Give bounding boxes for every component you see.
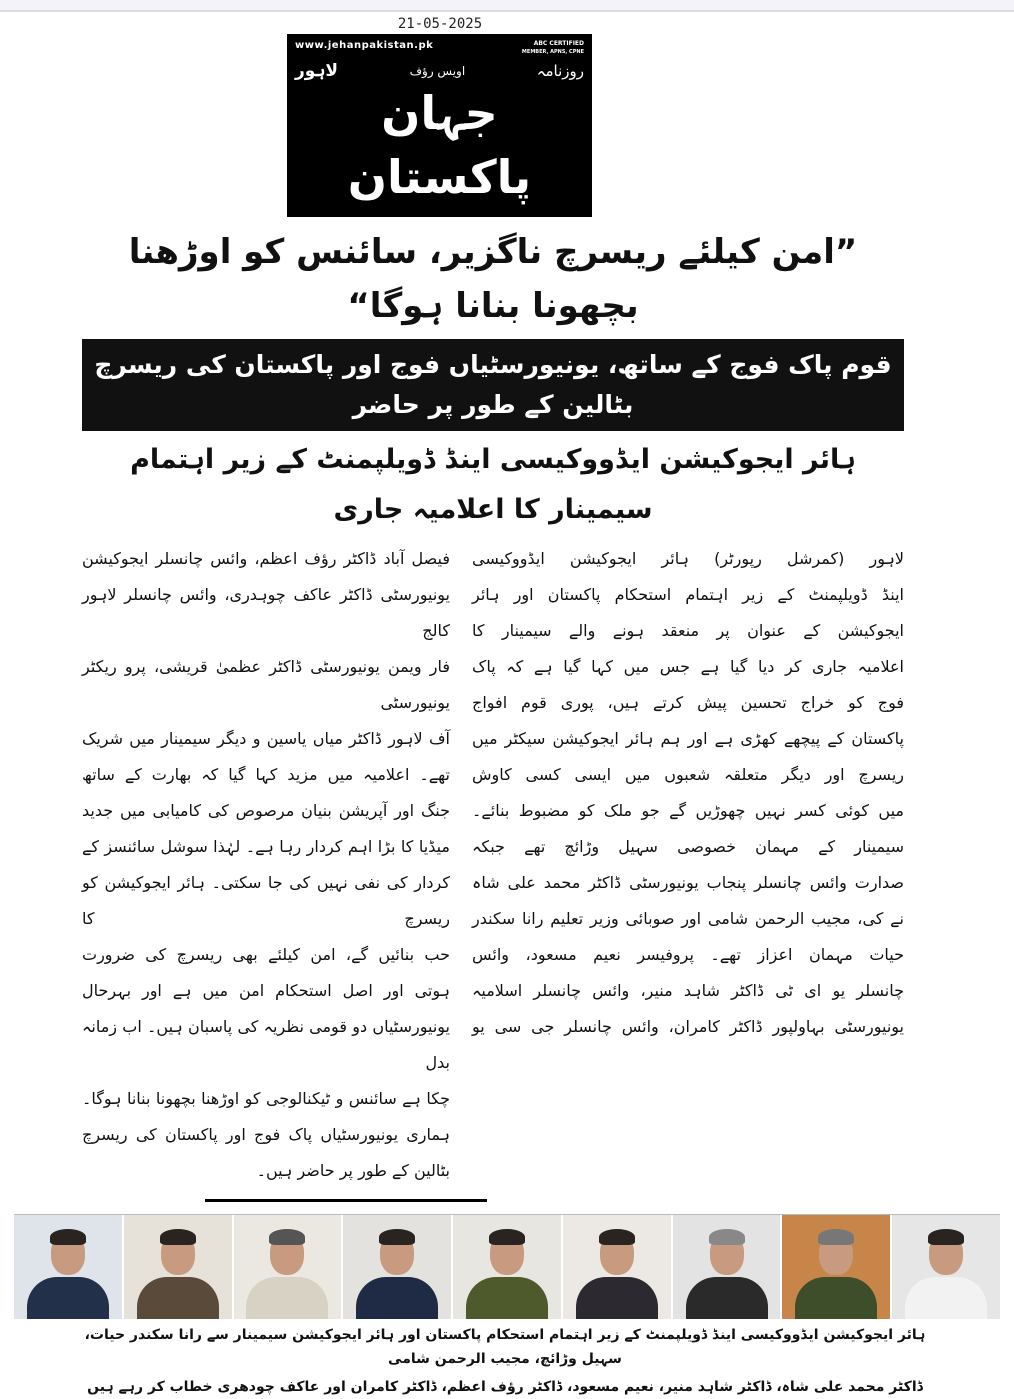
article-line: یونیورسٹیاں دو قومی نظریہ کی پاسبان ہیں۔ اب زمانہ بدل <box>82 1017 450 1072</box>
sub-headline-band: قوم پاک فوج کے ساتھ، یونیورسٹیاں فوج اور پاکستان کی ریسرچ بٹالین کے طور پر حاضر <box>82 339 904 431</box>
speaker-photo <box>892 1215 1000 1319</box>
article-line: فار ویمن یونیورسٹی ڈاکٹر عظمیٰ قریشی، پرو ریکٹر یونیورسٹی <box>82 657 450 712</box>
article-line: ایجوکیشن کے عنوان پر منعقد ہونے والے سیمینار کا <box>472 621 904 640</box>
article-line: کردار کی نفی نہیں کی جا سکتی۔ ہائر ایجوکیشن کو ریسرچ کا <box>82 873 450 928</box>
article-line: فیصل آباد ڈاکٹر رؤف اعظم، وائس چانسلر ایجوکیشن <box>82 549 450 568</box>
speakers-photo-strip <box>14 1214 1000 1319</box>
masthead-founder: اویس رؤف <box>409 63 466 78</box>
article-column-left <box>82 541 450 1189</box>
article-line: ہوتی اور اصل استحکام امن میں ہے اور بہرحال <box>82 981 450 1000</box>
speaker-photo <box>14 1215 122 1319</box>
article-line: پاکستان کے پیچھے کھڑی ہے اور ہم ہائر ایجوکیشن سیکٹر میں <box>472 729 904 748</box>
article-end-rule <box>205 1199 487 1202</box>
article-line: آف لاہور ڈاکٹر میاں یاسین و دیگر سیمینار میں شریک <box>82 729 450 748</box>
masthead-top-row <box>295 40 584 56</box>
speaker-photo <box>563 1215 671 1319</box>
main-headline: ”امن کیلئے ریسرچ ناگزیر، سائنس کو اوڑھنا بچھونا بنانا ہوگا“ <box>128 232 858 326</box>
photo-caption-line: ڈاکٹر محمد علی شاہ، ڈاکٹر شاہد منیر، نعیم مسعود، ڈاکٹر رؤف اعظم، ڈاکٹر کامران اور عاکف چودھری خطاب کر رہے ہیں <box>87 1379 923 1395</box>
masthead-name: جہان پاکستان <box>347 86 532 204</box>
newspaper-masthead <box>287 34 592 217</box>
deck-headline: ہائر ایجوکیشن ایڈووکیسی اینڈ ڈویلپمنٹ کے زیر اہتمام سیمینار کا اعلامیہ جاری <box>130 444 856 525</box>
masthead-city: لاہور <box>295 61 339 81</box>
speaker-photo <box>234 1215 342 1319</box>
article-line: لاہور (کمرشل رپورٹر) ہائر ایجوکیشن ایڈووکیسی <box>472 549 904 568</box>
article-line: سیمینار کے مہمان خصوصی سہیل وڑائچ تھے جبکہ <box>472 837 904 856</box>
speaker-photo <box>124 1215 232 1319</box>
article-line: یونیورسٹی ڈاکٹر عاکف چوہدری، وائس چانسلر لاہور کالج <box>82 585 450 640</box>
article-line: اعلامیہ جاری کر دیا گیا ہے جس میں کہا گیا ہے کہ پاک <box>472 657 904 676</box>
article-line: چکا ہے سائنس و ٹیکنالوجی کو اوڑھنا بچھونا بنانا ہوگا۔ <box>82 1089 450 1108</box>
photo-caption-line: ہائر ایجوکیشن ایڈووکیسی اینڈ ڈویلپمنٹ کے زیر اہتمام استحکام پاکستان اور ہائر ایجوکیشن سیمینار سے رانا سکندر حیات، سہیل وڑائچ، مجیب الرحمن شامی <box>84 1327 926 1367</box>
article-line: ہماری یونیورسٹیاں پاک فوج اور پاکستان کی ریسرچ <box>82 1125 450 1144</box>
viewer-top-bar <box>0 0 1014 12</box>
speaker-photo <box>453 1215 561 1319</box>
article-line: بٹالین کے طور پر حاضر ہیں۔ <box>256 1161 450 1180</box>
speaker-photo <box>782 1215 890 1319</box>
article-line: جنگ اور آپریشن بنیان مرصوص کی کامیابی میں جدید <box>82 801 450 820</box>
article-line: میڈیا کا بڑا اہم کردار رہا ہے۔ لہٰذا سوشل سائنسز کے <box>82 837 450 856</box>
article-line: حب بنائیں گے، امن کیلئے بھی ریسرچ کی ضرورت <box>82 945 450 964</box>
certification-label: ABC CERTIFIED <box>533 40 584 47</box>
membership-label: MEMBER, APNS, CPNE <box>521 49 584 55</box>
article-line: میں کوئی کسر نہیں چھوڑیں گے جو ملک کو مضبوط بنائے۔ <box>472 801 904 820</box>
article-line: صدارت وائس چانسلر پنجاب یونیورسٹی ڈاکٹر محمد علی شاہ <box>472 873 904 892</box>
article-columns <box>82 541 904 1189</box>
article-line: ریسرچ اور دیگر متعلقہ شعبوں میں ایسی کسی کاوش <box>472 765 904 784</box>
masthead-certification <box>522 40 584 56</box>
article-line: نے کی، مجیب الرحمن شامی اور صوبائی وزیر تعلیم رانا سکندر <box>472 909 904 928</box>
article-line: یونیورسٹی بہاولپور ڈاکٹر کامران، وائس چانسلر جی سی یو <box>472 1017 904 1036</box>
speaker-photo <box>343 1215 451 1319</box>
clipping-date: 21-05-2025 <box>397 16 483 32</box>
masthead-daily: روزنامہ <box>536 61 584 80</box>
article-line: تھے۔ اعلامیہ میں مزید کہا گیا کہ بھارت کے ساتھ <box>82 765 450 784</box>
article-line: چانسلر یو ای ٹی ڈاکٹر شاہد منیر، وائس چانسلر اسلامیہ <box>472 981 904 1000</box>
masthead-url: www.jehanpakistan.pk <box>295 40 434 51</box>
speaker-photo <box>673 1215 781 1319</box>
article-column-right <box>472 541 904 1045</box>
article-line: اینڈ ڈویلپمنٹ کے زیر اہتمام استحکام پاکستان اور ہائر <box>472 585 904 604</box>
article-line: فوج کو خراج تحسین پیش کرتے ہیں، پوری قوم افواج <box>472 693 904 712</box>
masthead-middle-row <box>295 60 584 81</box>
article-line: حیات مہمان اعزاز تھے۔ پروفیسر نعیم مسعود، وائس <box>472 945 904 964</box>
